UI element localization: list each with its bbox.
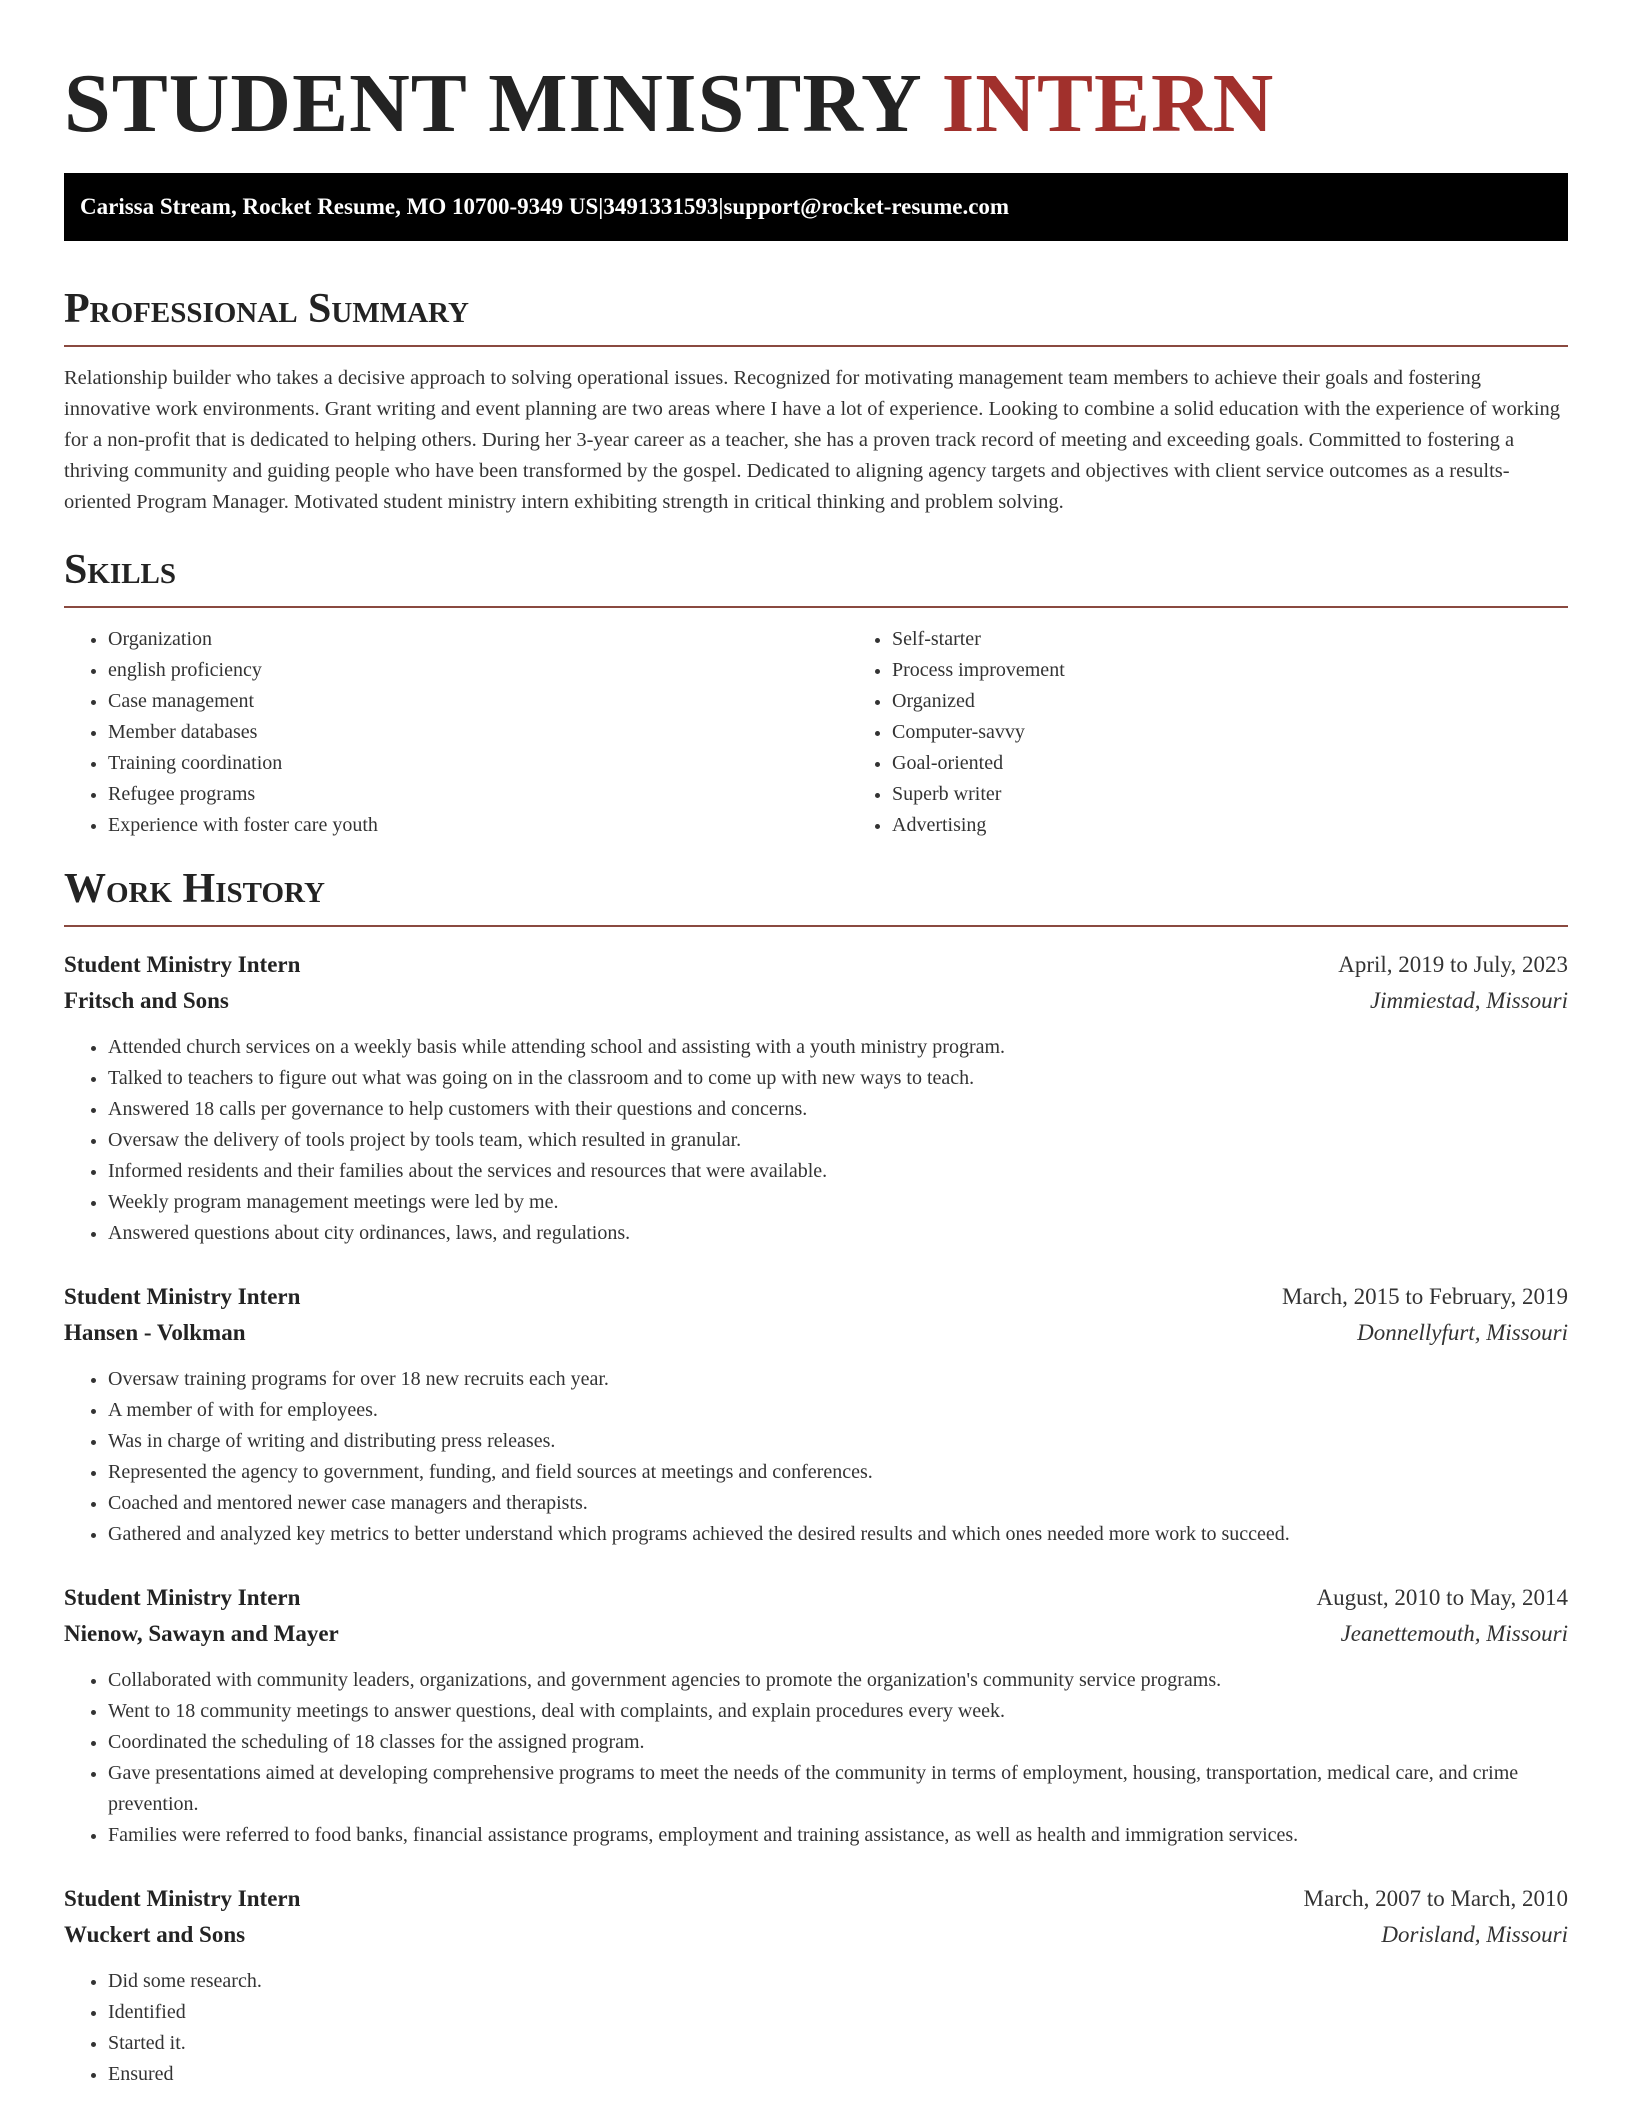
- skill-item: • Organization: [108, 624, 848, 655]
- skills-list-right: [848, 624, 1568, 841]
- skill-item: • Goal-oriented: [892, 748, 1568, 779]
- skill-item: • english proficiency: [108, 655, 848, 686]
- job-company-row: [64, 1917, 1568, 1953]
- job-bullet: • A member of with for employees.: [108, 1395, 1568, 1426]
- job-company-row: [64, 983, 1568, 1019]
- contact-name-address: Carissa Stream, Rocket Resume, MO 10700-9349 US: [80, 194, 599, 219]
- contact-bar: [64, 173, 1568, 241]
- summary-text: Relationship builder who takes a decisive approach to solving operational issues. Recognized for motivating management team members to achieve their goals and fostering innovative work environments. Grant writing and event planning are two areas where I have a lot of experience. Looking to combine a solid education with the experience of working for a non-profit that is dedicated to helping others. During her 3-year career as a teacher, she has a proven track record of meeting and exceeding goals. Committed to fostering a thriving community and guiding people who have been transformed by the gospel. Dedicated to aligning agency targets and objectives with client service outcomes as a results-oriented Program Manager. Motivated student ministry intern exhibiting strength in critical thinking and problem solving.: [64, 367, 1561, 513]
- skill-item: • Superb writer: [892, 779, 1568, 810]
- job-bullet: • Collaborated with community leaders, organizations, and government agencies to promote the organization's community service programs.: [108, 1665, 1568, 1696]
- job-location: Jeanettemouth, Missouri: [1340, 1621, 1568, 1646]
- job-entry: [64, 947, 1568, 1249]
- job-bullet-list: [64, 1032, 1568, 1249]
- skill-item: • Training coordination: [108, 748, 848, 779]
- job-bullet: • Was in charge of writing and distributing press releases.: [108, 1426, 1568, 1457]
- job-bullet: • Answered 18 calls per governance to help customers with their questions and concerns.: [108, 1094, 1568, 1125]
- job-company: Hansen - Volkman: [64, 1320, 246, 1345]
- skill-item: • Refugee programs: [108, 779, 848, 810]
- job-bullet: • Oversaw the delivery of tools project by tools team, which resulted in granular.: [108, 1125, 1568, 1156]
- job-entry: [64, 1279, 1568, 1550]
- job-title: Student Ministry Intern: [64, 1585, 301, 1610]
- job-location: Jimmiestad, Missouri: [1369, 988, 1568, 1013]
- job-bullet: • Coached and mentored newer case managers and therapists.: [108, 1488, 1568, 1519]
- job-bullet: • Weekly program management meetings were led by me.: [108, 1187, 1568, 1218]
- job-company: Wuckert and Sons: [64, 1922, 246, 1947]
- job-bullet: • Answered questions about city ordinances, laws, and regulations.: [108, 1218, 1568, 1249]
- skill-item: • Computer-savvy: [892, 717, 1568, 748]
- job-bullet: • Talked to teachers to figure out what was going on in the classroom and to come up with new ways to teach.: [108, 1063, 1568, 1094]
- job-company: Fritsch and Sons: [64, 988, 229, 1013]
- contact-separator: |: [718, 194, 724, 219]
- job-header-row: [64, 947, 1568, 983]
- skill-item: • Advertising: [892, 810, 1568, 841]
- skills-heading: Skills: [64, 546, 1568, 608]
- work-history-heading: Work History: [64, 865, 1568, 927]
- job-bullet-list: [64, 1966, 1568, 2090]
- title-main: STUDENT MINISTRY: [64, 57, 920, 150]
- contact-phone: 3491331593: [603, 194, 719, 219]
- skills-grid: [64, 624, 1568, 841]
- job-entry: [64, 1881, 1568, 2090]
- job-dates: August, 2010 to May, 2014: [1316, 1585, 1568, 1610]
- job-bullet: • Represented the agency to government, funding, and field sources at meetings and conferences.: [108, 1457, 1568, 1488]
- job-bullet: • Gathered and analyzed key metrics to better understand which programs achieved the desired results and which ones needed more work to succeed.: [108, 1519, 1568, 1550]
- skill-item: • Organized: [892, 686, 1568, 717]
- summary-heading: Professional Summary: [64, 285, 1568, 347]
- job-bullet: • Families were referred to food banks, financial assistance programs, employment and training assistance, as well as health and immigration services.: [108, 1820, 1568, 1851]
- job-company-row: [64, 1616, 1568, 1652]
- job-title: Student Ministry Intern: [64, 1284, 301, 1309]
- job-header-row: [64, 1279, 1568, 1315]
- job-entry: [64, 1580, 1568, 1851]
- job-dates: March, 2007 to March, 2010: [1303, 1886, 1568, 1911]
- job-bullet: • Attended church services on a weekly basis while attending school and assisting with a youth ministry program.: [108, 1032, 1568, 1063]
- contact-email: support@rocket-resume.com: [723, 194, 1010, 219]
- job-header-row: [64, 1580, 1568, 1616]
- job-bullet-list: [64, 1364, 1568, 1550]
- job-bullet: • Identified: [108, 1997, 1568, 2028]
- job-title: Student Ministry Intern: [64, 1886, 301, 1911]
- job-bullet: • Started it.: [108, 2028, 1568, 2059]
- skill-item: • Member databases: [108, 717, 848, 748]
- job-location: Dorisland, Missouri: [1381, 1922, 1568, 1947]
- contact-separator: |: [598, 194, 604, 219]
- resume-title: [64, 0, 1568, 150]
- skill-item: • Self-starter: [892, 624, 1568, 655]
- job-bullet: • Did some research.: [108, 1966, 1568, 1997]
- job-dates: April, 2019 to July, 2023: [1338, 952, 1568, 977]
- skill-item: • Process improvement: [892, 655, 1568, 686]
- job-bullet: • Informed residents and their families about the services and resources that were available.: [108, 1156, 1568, 1187]
- job-bullet: • Went to 18 community meetings to answer questions, deal with complaints, and explain procedures every week.: [108, 1696, 1568, 1727]
- job-location: Donnellyfurt, Missouri: [1357, 1320, 1568, 1345]
- job-bullet: • Oversaw training programs for over 18 new recruits each year.: [108, 1364, 1568, 1395]
- job-dates: March, 2015 to February, 2019: [1282, 1284, 1568, 1309]
- job-company: Nienow, Sawayn and Mayer: [64, 1621, 339, 1646]
- job-bullet: • Coordinated the scheduling of 18 classes for the assigned program.: [108, 1727, 1568, 1758]
- job-header-row: [64, 1881, 1568, 1917]
- skills-list-left: [64, 624, 848, 841]
- job-title: Student Ministry Intern: [64, 952, 301, 977]
- skill-item: • Experience with foster care youth: [108, 810, 848, 841]
- title-accent: INTERN: [941, 57, 1275, 150]
- job-bullet: • Ensured: [108, 2059, 1568, 2090]
- skill-item: • Case management: [108, 686, 848, 717]
- job-bullet: • Gave presentations aimed at developing comprehensive programs to meet the needs of the community in terms of employment, housing, transportation, medical care, and crime prevention.: [108, 1758, 1568, 1820]
- job-company-row: [64, 1315, 1568, 1351]
- job-bullet-list: [64, 1665, 1568, 1851]
